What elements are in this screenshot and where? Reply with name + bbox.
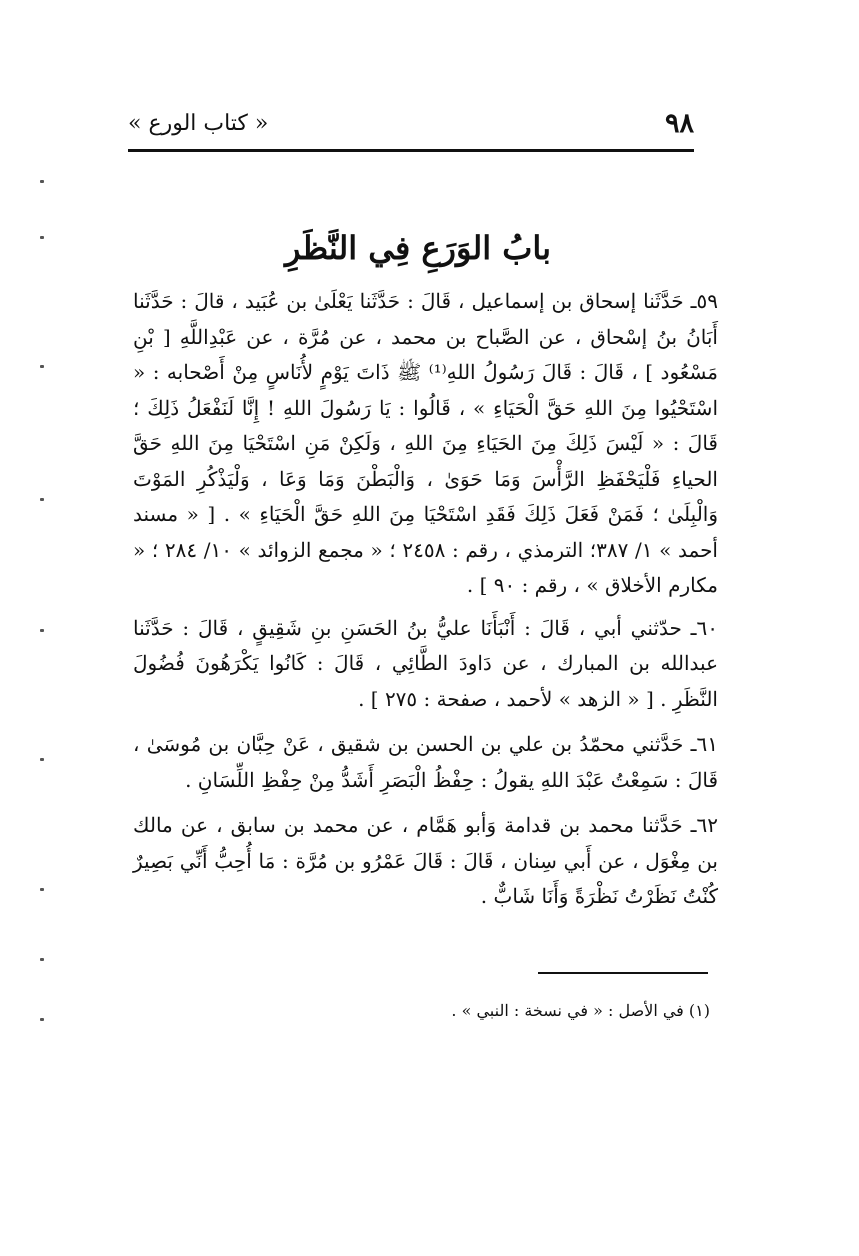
margin-mark bbox=[40, 365, 44, 368]
header-rule bbox=[128, 149, 694, 152]
margin-mark bbox=[40, 958, 44, 961]
chapter-title: بابُ الوَرَعِ فِي النَّظَرِ bbox=[284, 229, 552, 267]
page-header bbox=[128, 104, 694, 144]
margin-mark bbox=[40, 236, 44, 239]
margin-mark bbox=[40, 180, 44, 183]
hadith-61: ٦١ـ حَدَّثني محمّدُ بن علي بن الحسن بن شقيق ، عَنْ حِبَّان بن مُوسَىٰ ، قَالَ : سَمِعْتُ عَبْدَ اللهِ يقولُ : حِفْظُ الْبَصَرِ أَشَدُّ مِنْ حِفْظِ اللِّسَانِ . bbox=[133, 732, 718, 792]
footnote: (١) في الأصل : « في نسخة : النبي » . bbox=[451, 1001, 710, 1020]
margin-mark bbox=[40, 629, 44, 632]
hadith-59: ٥٩ـ حَدَّثَنا إسحاق بن إسماعيل ، قَالَ : حَدَّثَنا يَعْلَىٰ بن عُبَيد ، قالَ : حَدَّثَنا أَبَانُ بنُ إسْحاق ، عن الصَّباح بن محمد ، عن مُرَّة ، عن عَبْدِاللَّهِ [ بْنِ مَسْعُود ] ، قَالَ : قَالَ رَسُولُ اللهِ⁽¹⁾ ﷺ ذَاتَ يَوْمٍ لأُنَاسٍ مِنْ أَصْحابه : « اسْتَحْيُوا مِنَ اللهِ حَقَّ الْحَيَاءِ » ، قَالُوا : يَا رَسُولَ اللهِ ! إِنَّا لَنَفْعَلُ ذَلِكَ ؛ قَالَ : « لَيْسَ ذَلِكَ مِنَ الحَيَاءِ مِنَ اللهِ ، وَلَكِنْ مَنِ اسْتَحْيَا مِنَ اللهِ حَقَّ الحياءِ فَلْيَحْفَظِ الرَّأْسَ وَمَا حَوَىٰ ، وَالْبَطْنَ وَمَا وَعَا ، وَلْيَذْكُرِ المَوْتَ وَالْبِلَىٰ ؛ فَمَنْ فَعَلَ ذَلِكَ فَقَدِ اسْتَحْيَا مِنَ اللهِ حَقَّ الْحَيَاءِ » . [ « مسند أحمد » ١/ ٣٨٧؛ الترمذي ، رقم : ٢٤٥٨ ؛ « مجمع الزوائد » ١٠/ ٢٨٤ ؛ « مكارم الأخلاق » ، رقم : ٩٠ ] . bbox=[133, 289, 718, 597]
margin-mark bbox=[40, 888, 44, 891]
hadith-62: ٦٢ـ حَدَّثنا محمد بن قدامة وَأبو هَمَّام ، عن محمد بن سابق ، عن مالك بن مِغْوَل ، عن أَبي سِنان ، قَالَ : قَالَ عَمْرُو بن مُرَّة : مَا أُحِبُّ أَنِّي بَصِيرٌ كُنْتُ نَظَرْتُ نَظْرَةً وَأَنَا شَابٌّ . bbox=[133, 813, 718, 908]
page-number: ٩٨ bbox=[664, 108, 694, 139]
running-title: « كتاب الورع » bbox=[128, 111, 269, 136]
footnote-rule bbox=[538, 972, 708, 974]
hadith-60: ٦٠ـ حدّثني أبي ، قَالَ : أَنْبَأَنَا عليُّ بنُ الحَسَنِ بنِ شَقِيقٍ ، قَالَ : حَدَّثَنا عبدالله بن المبارك ، عن دَاودَ الطَّائِي ، قَالَ : كَانُوا يَكْرَهُونَ فُضُولَ النَّظَرِ . [ « الزهد » لأحمد ، صفحة : ٢٧٥ ] . bbox=[133, 615, 718, 711]
margin-mark bbox=[40, 758, 44, 761]
page-body bbox=[133, 284, 718, 925]
margin-mark bbox=[40, 1018, 44, 1021]
margin-mark bbox=[40, 498, 44, 501]
